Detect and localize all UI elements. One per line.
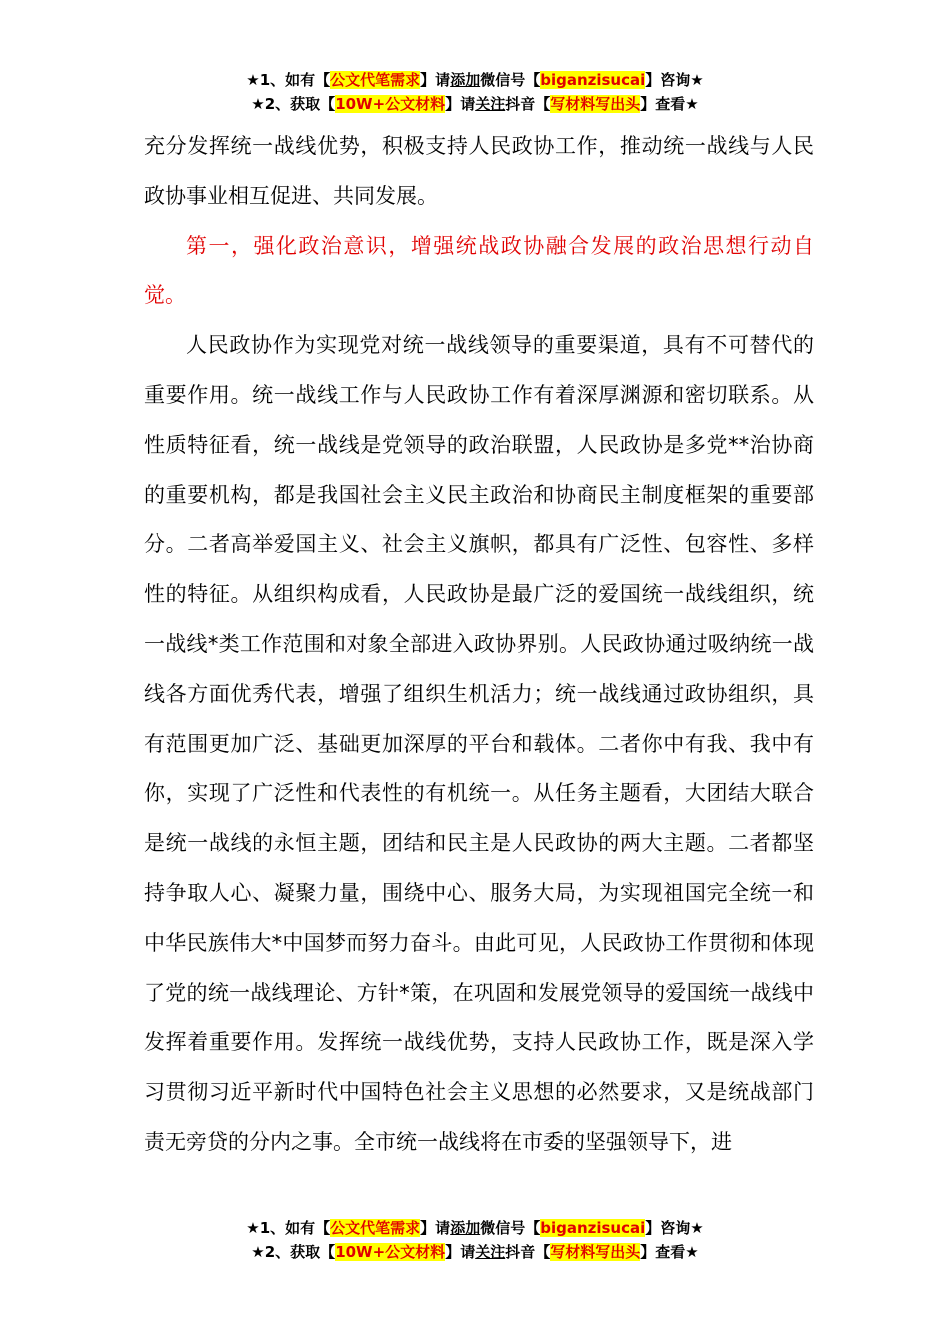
promo-text: 】请 [420,1219,451,1237]
promo-line-2 [0,1240,950,1264]
promo-highlight-wechat-id: biganzisucai [540,1219,646,1237]
promo-underline-follow: 关注 [475,1243,506,1261]
promo-highlight-douyin-account: 写材料写出头 [550,95,641,113]
promo-text: ★2、获取【 [251,1243,336,1261]
promo-text: ★1、如有【 [246,1219,331,1237]
promo-text: 】请 [420,71,451,89]
promo-highlight-ghostwriting: 公文代笔需求 [330,71,421,89]
promo-text: 抖音【 [505,1243,551,1261]
promo-text: 】查看★ [640,1243,699,1261]
promo-text: 】查看★ [640,95,699,113]
promo-underline-add: 添加 [450,1219,481,1237]
promo-highlight-douyin-account: 写材料写出头 [550,1243,641,1261]
header-promo-banner [0,68,950,116]
section-heading-first: 第一，强化政治意识，增强统战政协融合发展的政治思想行动自觉。 [144,233,814,308]
promo-text: ★1、如有【 [246,71,331,89]
promo-highlight-materials: 10W+公文材料 [335,95,446,113]
promo-text: 抖音【 [505,95,551,113]
promo-text: 微信号【 [480,1219,541,1237]
paragraph-continuation: 充分发挥统一战线优势，积极支持人民政协工作，推动统一战线与人民政协事业相互促进、共同发展。 [144,134,814,208]
footer-promo-banner [0,1216,950,1264]
document-body [144,122,814,1168]
promo-text: 】咨询★ [645,1219,704,1237]
promo-line-1 [0,1216,950,1240]
promo-highlight-ghostwriting: 公文代笔需求 [330,1219,421,1237]
promo-text: 微信号【 [480,71,541,89]
promo-highlight-materials: 10W+公文材料 [335,1243,446,1261]
promo-text: ★2、获取【 [251,95,336,113]
promo-line-1 [0,68,950,92]
promo-line-2 [0,92,950,116]
promo-underline-follow: 关注 [475,95,506,113]
paragraph-main: 人民政协作为实现党对统一战线领导的重要渠道，具有不可替代的重要作用。统一战线工作与人民政协工作有着深厚渊源和密切联系。从性质特征看，统一战线是党领导的政治联盟，人民政协是多党**治协商的重要机构，都是我国社会主义民主政治和协商民主制度框架的重要部分。二者高举爱国主义、社会主义旗帜，都具有广泛性、包容性、多样性的特征。从组织构成看，人民政协是最广泛的爱国统一战线组织，统一战线*类工作范围和对象全部进入政协界别。人民政协通过吸纳统一战线各方面优秀代表，增强了组织生机活力；统一战线通过政协组织，具有范围更加广泛、基础更加深厚的平台和载体。二者你中有我、我中有你，实现了广泛性和代表性的有机统一。从任务主题看，大团结大联合是统一战线的永恒主题，团结和民主是人民政协的两大主题。二者都坚持争取人心、凝聚力量，围绕中心、服务大局，为实现祖国完全统一和中华民族伟大*中国梦而努力奋斗。由此可见，人民政协工作贯彻和体现了党的统一战线理论、方针*策，在巩固和发展党领导的爱国统一战线中发挥着重要作用。发挥统一战线优势，支持人民政协工作，既是深入学习贯彻习近平新时代中国特色社会主义思想的必然要求，又是统战部门责无旁贷的分内之事。全市统一战线将在市委的坚强领导下，进 [144,333,814,1154]
promo-text: 】请 [445,95,476,113]
promo-underline-add: 添加 [450,71,481,89]
promo-text: 】请 [445,1243,476,1261]
promo-highlight-wechat-id: biganzisucai [540,71,646,89]
promo-text: 】咨询★ [645,71,704,89]
